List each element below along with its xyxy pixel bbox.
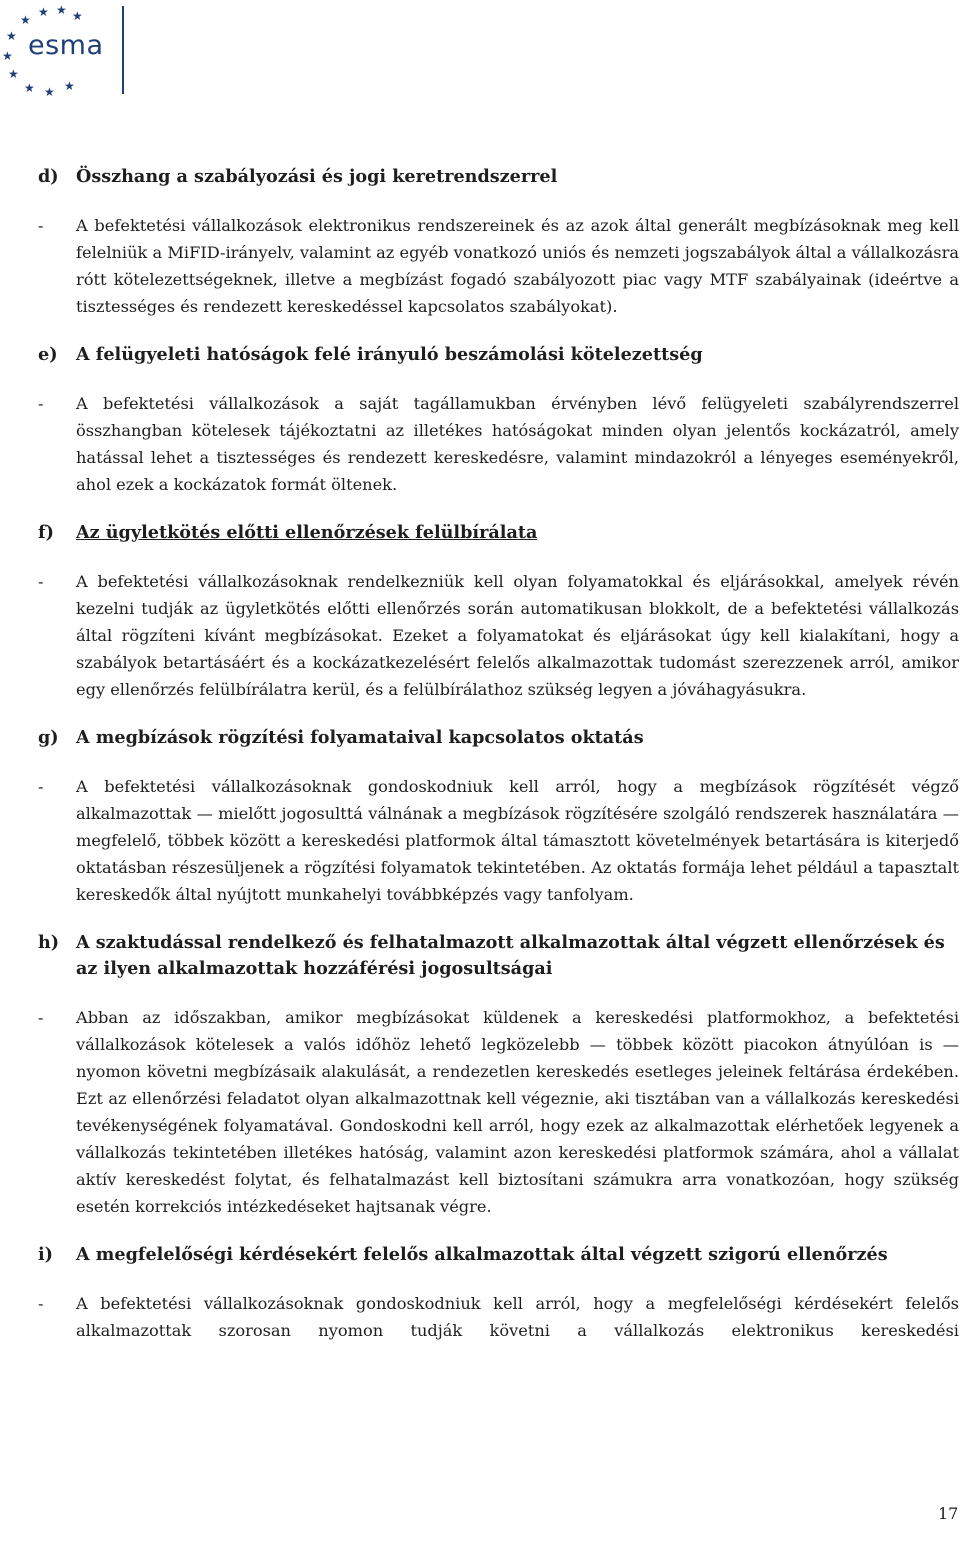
paragraph-text: A befektetési vállalkozások a saját tagállamukban érvényben lévő felügyeleti szabályrendszerrel összhangban kötelesek tájékoztatni az illetékes hatóságokat minden olyan jelentős kockázatról, amely hatással lehet a tisztességes és rendezett kereskedésre, valamint mindazokról a lényeges eseményekről, ahol ezek a kockázatok formát öltenek.	[76, 394, 959, 494]
section-f	[38, 520, 959, 703]
logo-star-icon: ★	[38, 5, 49, 19]
section-title: A megbízások rögzítési folyamataival kapcsolatos oktatás	[76, 727, 644, 748]
document-body	[38, 164, 959, 1344]
section-title: A megfelelőségi kérdésekért felelős alkalmazottak által végzett szigorú ellenőrzés	[76, 1244, 888, 1265]
logo-star-icon: ★	[2, 49, 13, 63]
logo-star-icon: ★	[24, 81, 35, 95]
logo-wordmark: esma	[28, 30, 104, 61]
logo-star-icon: ★	[44, 85, 55, 99]
section-label: i)	[38, 1244, 54, 1265]
section-d	[38, 164, 959, 320]
bullet-dash: -	[38, 1294, 44, 1313]
section-paragraph	[38, 1290, 959, 1344]
section-label: f)	[38, 522, 54, 543]
paragraph-text: Abban az időszakban, amikor megbízásokat küldenek a kereskedési platformokhoz, a befektetési vállalkozások kötelesek a valós időhöz lehető legközelebb — többek között piacokon átnyúlóan is — nyomon követni megbízásaik alakulását, a rendezetlen kereskedés esetleges jeleinek feltárása érdekében. Ezt az ellenőrzési feladatot olyan alkalmazottnak kell végeznie, aki tisztában van a vállalkozás kereskedési tevékenységének folyamatával. Gondoskodni kell arról, hogy ezek az alkalmazottak elérhetőek legyenek a vállalkozás tekintetében illetékes hatóság, valamint azon kereskedési platformok számára, ahol a vállalat aktív kereskedést folytat, és felhatalmazást kell biztosítani számukra arra vonatkozóan, hogy szükség esetén korrekciós intézkedéseket hajtsanak végre.	[76, 1008, 959, 1216]
section-paragraph	[38, 1004, 959, 1220]
paragraph-text: A befektetési vállalkozásoknak rendelkezniük kell olyan folyamatokkal és eljárásokkal, amelyek révén kezelni tudják az ügyletkötés előtti ellenőrzés során automatikusan blokkolt, de a befektetési vállalkozás által rögzíteni kívánt megbízásokat. Ezeket a folyamatokat és eljárásokat úgy kell kialakítani, hogy a szabályok betartásáért és a kockázatkezelésért felelős alkalmazottak tudomást szerezzenek arról, amikor egy ellenőrzés felülbírálatra kerül, és a felülbírálathoz szükség legyen a jóváhagyásukra.	[76, 572, 959, 699]
logo-star-icon: ★	[6, 29, 17, 43]
section-paragraph	[38, 773, 959, 908]
section-label: h)	[38, 932, 60, 953]
bullet-dash: -	[38, 572, 44, 591]
section-i	[38, 1242, 959, 1344]
section-heading	[38, 725, 959, 751]
paragraph-text: A befektetési vállalkozásoknak gondoskodniuk kell arról, hogy a megfelelőségi kérdésekért felelős alkalmazottak szorosan nyomon tudják követni a vállalkozás elektronikus kereskedési	[76, 1294, 959, 1340]
section-heading	[38, 164, 959, 190]
section-paragraph	[38, 212, 959, 320]
section-heading	[38, 930, 959, 982]
logo-star-icon: ★	[8, 67, 19, 81]
page-number: 17	[938, 1504, 959, 1523]
bullet-dash: -	[38, 777, 44, 796]
section-g	[38, 725, 959, 908]
section-heading	[38, 342, 959, 368]
logo-star-icon: ★	[72, 9, 83, 23]
section-paragraph	[38, 568, 959, 703]
esma-logo	[0, 0, 140, 100]
bullet-dash: -	[38, 1008, 44, 1027]
logo-star-icon: ★	[20, 13, 31, 27]
logo-star-icon: ★	[64, 79, 75, 93]
section-title: A szaktudással rendelkező és felhatalmazott alkalmazottak által végzett ellenőrzések és az ilyen alkalmazottak hozzáférési jogosultságai	[76, 932, 945, 979]
section-title: A felügyeleti hatóságok felé irányuló beszámolási kötelezettség	[76, 344, 703, 365]
section-label: d)	[38, 166, 59, 187]
section-title: Összhang a szabályozási és jogi keretrendszerrel	[76, 166, 558, 187]
paragraph-text: A befektetési vállalkozások elektronikus rendszereinek és az azok által generált megbízásoknak meg kell felelniük a MiFID-irányelv, valamint az egyéb vonatkozó uniós és nemzeti jogszabályok által a vállalkozásra rótt kötelezettségeknek, illetve a megbízást fogadó szabályozott piac vagy MTF szabályainak (ideértve a tisztességes és rendezett kereskedéssel kapcsolatos szabályokat).	[76, 216, 959, 316]
bullet-dash: -	[38, 394, 44, 413]
logo-star-icon: ★	[56, 3, 67, 17]
section-label: e)	[38, 344, 58, 365]
section-paragraph	[38, 390, 959, 498]
logo-divider	[122, 6, 124, 94]
section-title: Az ügyletkötés előtti ellenőrzések felülbírálata	[76, 522, 538, 543]
paragraph-text: A befektetési vállalkozásoknak gondoskodniuk kell arról, hogy a megbízások rögzítését végző alkalmazottak — mielőtt jogosulttá válnának a megbízások rögzítésére szolgáló rendszerek használatára — megfelelő, többek között a kereskedési platformok által támasztott követelmények betartására is kiterjedő oktatásban részesüljenek a rögzítési folyamatok tekintetében. Az oktatás formája lehet például a tapasztalt kereskedők által nyújtott munkahelyi továbbképzés vagy tanfolyam.	[76, 777, 959, 904]
section-heading	[38, 1242, 959, 1268]
section-e	[38, 342, 959, 498]
section-h	[38, 930, 959, 1220]
section-heading	[38, 520, 959, 546]
bullet-dash: -	[38, 216, 44, 235]
section-label: g)	[38, 727, 59, 748]
